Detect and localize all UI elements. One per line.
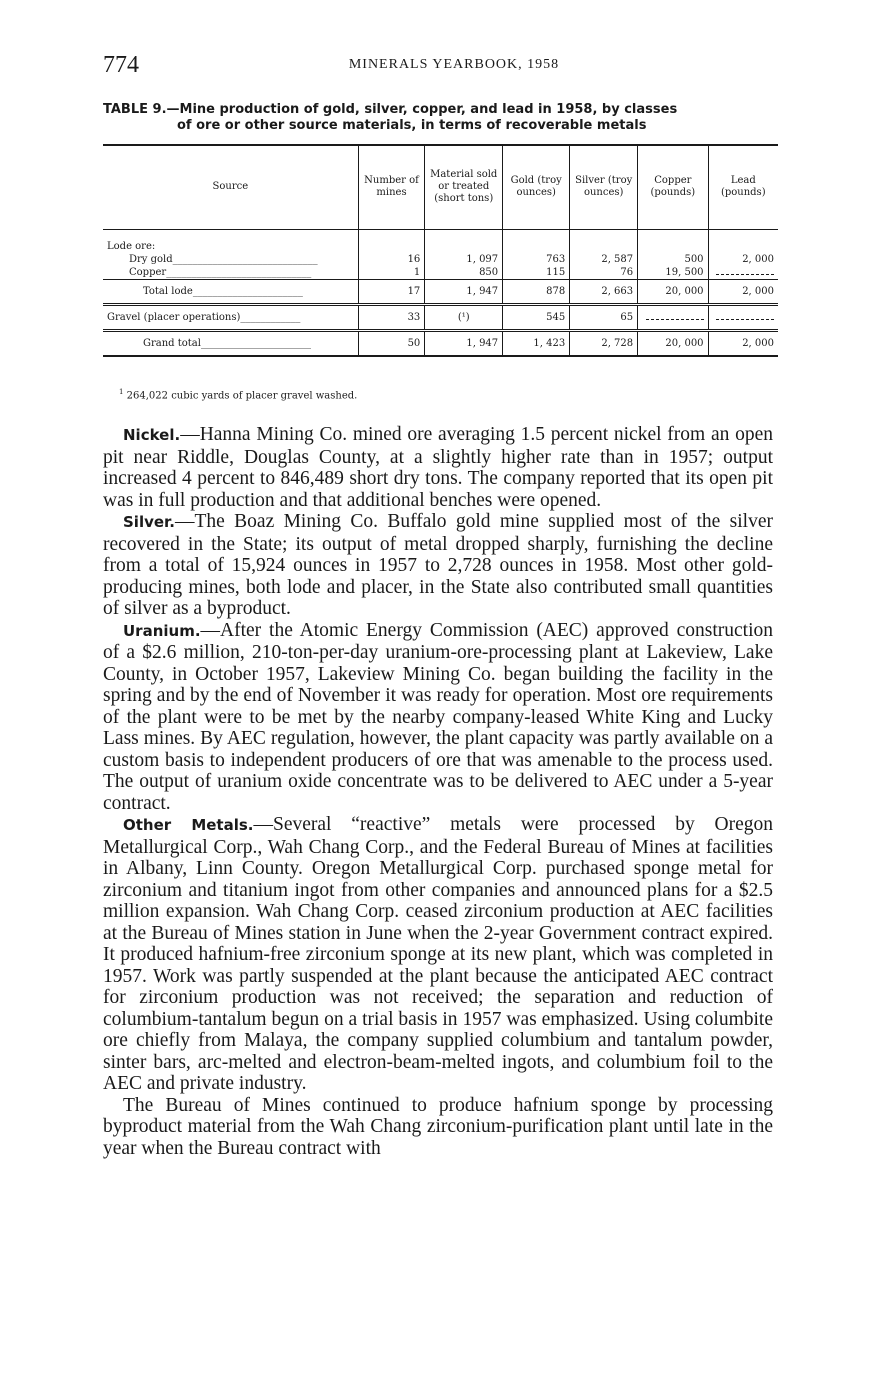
cell: 2, 000: [708, 279, 778, 304]
cell: 878: [503, 279, 570, 304]
cell: 850: [425, 266, 503, 280]
paragraph-silver: [103, 511, 773, 620]
paragraph-heading: Silver.: [123, 513, 175, 531]
col-header-copper: Copper (pounds): [638, 145, 708, 229]
page-header: [103, 52, 775, 82]
col-header-material: Material sold or treated (short tons): [425, 145, 503, 229]
table-caption-line1: TABLE 9.—Mine production of gold, silver, copper, and lead in 1958, by classes: [103, 102, 678, 117]
table-footnote: [119, 388, 357, 401]
paragraph-text: —After the Atomic Energy Commission (AEC) approved construction of a $2.6 million, 210-ton-per-day uranium-ore-processing plant at Lakeview, Lake County, in October 1957, Lakeview Mining Co. began building the facility in the spring and by the end of November it was ready for operation. Most ore requirements of the plant were to be met by the nearby company-leased White King and Lucky Lass mines. By AEC regulation, however, the plant capacity was partly available on a custom basis to independent producers of ore that was amenable to the process used. The output of uranium oxide concentrate was to be delivered to AEC under a 5-year contract.: [103, 619, 773, 814]
cell: 1, 947: [425, 330, 503, 356]
paragraph-text: —Hanna Mining Co. mined ore averaging 1.5 percent nickel from an open pit near Riddle, Douglas County, at a slightly higher rate than in 1957; output increased 4 percent to 846,489 short dry tons. The company reported that its open pit was in full production and that additional benches were opened.: [103, 424, 773, 511]
cell-empty: [708, 304, 778, 330]
table-row: Grand total______________________ 50 1, 947 1, 423 2, 728 20, 000 2, 000: [103, 330, 778, 356]
cell: 20, 000: [638, 330, 708, 356]
paragraph-heading: Nickel.: [123, 426, 181, 444]
col-header-gold: Gold (troy ounces): [503, 145, 570, 229]
cell: 16: [358, 253, 425, 266]
paragraph-uranium: [103, 620, 773, 815]
footnote-text: 264,022 cubic yards of placer gravel washed.: [126, 390, 358, 402]
table-row: Copper_____________________________ 1 850 115 76 19, 500: [103, 266, 778, 280]
cell: (¹): [425, 304, 503, 330]
cell: 2, 728: [570, 330, 638, 356]
cell: 65: [570, 304, 638, 330]
cell-empty: [708, 266, 778, 280]
dash-placeholder: [646, 319, 704, 320]
paragraph-text: —The Boaz Mining Co. Buffalo gold mine supplied most of the silver recovered in the State; its output of metal dropped sharply, furnishing the decline from a total of 15,924 ounces in 1957 to 2,728 ounces in 1958. Most other gold-producing mines, both lode and placer, in the State also contributed small quantities of silver as a byproduct.: [103, 511, 773, 619]
col-header-mines: Number of mines: [358, 145, 425, 229]
paragraph-heading: Uranium.: [123, 621, 201, 640]
row-source: Dry gold: [129, 253, 173, 265]
cell: 17: [358, 279, 425, 304]
cell: 1: [358, 266, 425, 280]
cell: 50: [358, 330, 425, 356]
body-text: [103, 424, 773, 1159]
dash-placeholder: [716, 274, 774, 275]
cell: 2, 663: [570, 279, 638, 304]
cell: 763: [503, 253, 570, 266]
cell: 2, 000: [708, 330, 778, 356]
col-header-lead: Lead (pounds): [708, 145, 778, 229]
paragraph-bureau: [103, 1095, 773, 1160]
paragraph-nickel: [103, 424, 773, 511]
row-source: Gravel (placer operations): [107, 311, 241, 323]
paragraph-heading: Other Metals.: [123, 816, 254, 834]
production-table: [103, 144, 778, 357]
table-row: Dry gold_____________________________ 16 1, 097 763 2, 587 500 2, 000: [103, 253, 778, 266]
col-header-silver: Silver (troy ounces): [570, 145, 638, 229]
cell: 33: [358, 304, 425, 330]
row-source: Total lode: [143, 285, 193, 297]
table-row-group: [103, 240, 778, 253]
cell: 115: [503, 266, 570, 280]
page-number: 774: [103, 52, 139, 78]
cell: 20, 000: [638, 279, 708, 304]
row-source: Copper: [129, 266, 167, 278]
cell: 1, 947: [425, 279, 503, 304]
table-caption: [103, 102, 778, 134]
col-header-source: Source: [212, 181, 249, 193]
cell: 2, 000: [708, 253, 778, 266]
cell: 1, 097: [425, 253, 503, 266]
dash-placeholder: [716, 319, 774, 320]
paragraph-text: The Bureau of Mines continued to produce hafnium sponge by processing byproduct material from the Wah Chang zirconium-purification plant until late in the year when the Bureau contract with: [103, 1094, 773, 1159]
cell: 76: [570, 266, 638, 280]
footnote-marker: 1: [119, 388, 124, 396]
row-group-label: Lode ore:: [107, 240, 156, 252]
table-row: Total lode______________________ 17 1, 947 878 2, 663 20, 000 2, 000: [103, 279, 778, 304]
table-caption-line2: of ore or other source materials, in terms of recoverable metals: [177, 118, 647, 133]
table-row: Gravel (placer operations)____________ 33 (¹) 545 65: [103, 304, 778, 330]
cell: 500: [638, 253, 708, 266]
cell: 19, 500: [638, 266, 708, 280]
cell: 2, 587: [570, 253, 638, 266]
cell: 545: [503, 304, 570, 330]
paragraph-text: —Several “reactive” metals were processed by Oregon Metallurgical Corp., Wah Chang Corp., and the Federal Bureau of Mines at facilities in Albany, Linn County. Oregon Metallurgical Corp. purchased sponge metal for zirconium and titanium ingot from other companies and announced plans for a $2.5 million expansion. Wah Chang Corp. ceased zirconium production at AEC facilities at the Bureau of Mines station in June when the 2-year Government contract expired. It produced hafnium-free zirconium sponge at its new plant, which was completed in 1957. Work was partly suspended at the plant because the anticipated AEC contract for zirconium production was not received; the separation and reduction of columbium-tantalum begun on a trial basis in 1957 was emphasized. Using columbite ore chiefly from Malaya, the company supplied columbium and tantalum powder, sinter bars, arc-melted and electron-beam-melted ingots, and columbium foil to the AEC and private industry.: [103, 814, 773, 1094]
row-source: Grand total: [143, 337, 201, 349]
cell-empty: [638, 304, 708, 330]
running-title: MINERALS YEARBOOK, 1958: [348, 57, 560, 72]
paragraph-other-metals: [103, 814, 773, 1095]
cell: 1, 423: [503, 330, 570, 356]
